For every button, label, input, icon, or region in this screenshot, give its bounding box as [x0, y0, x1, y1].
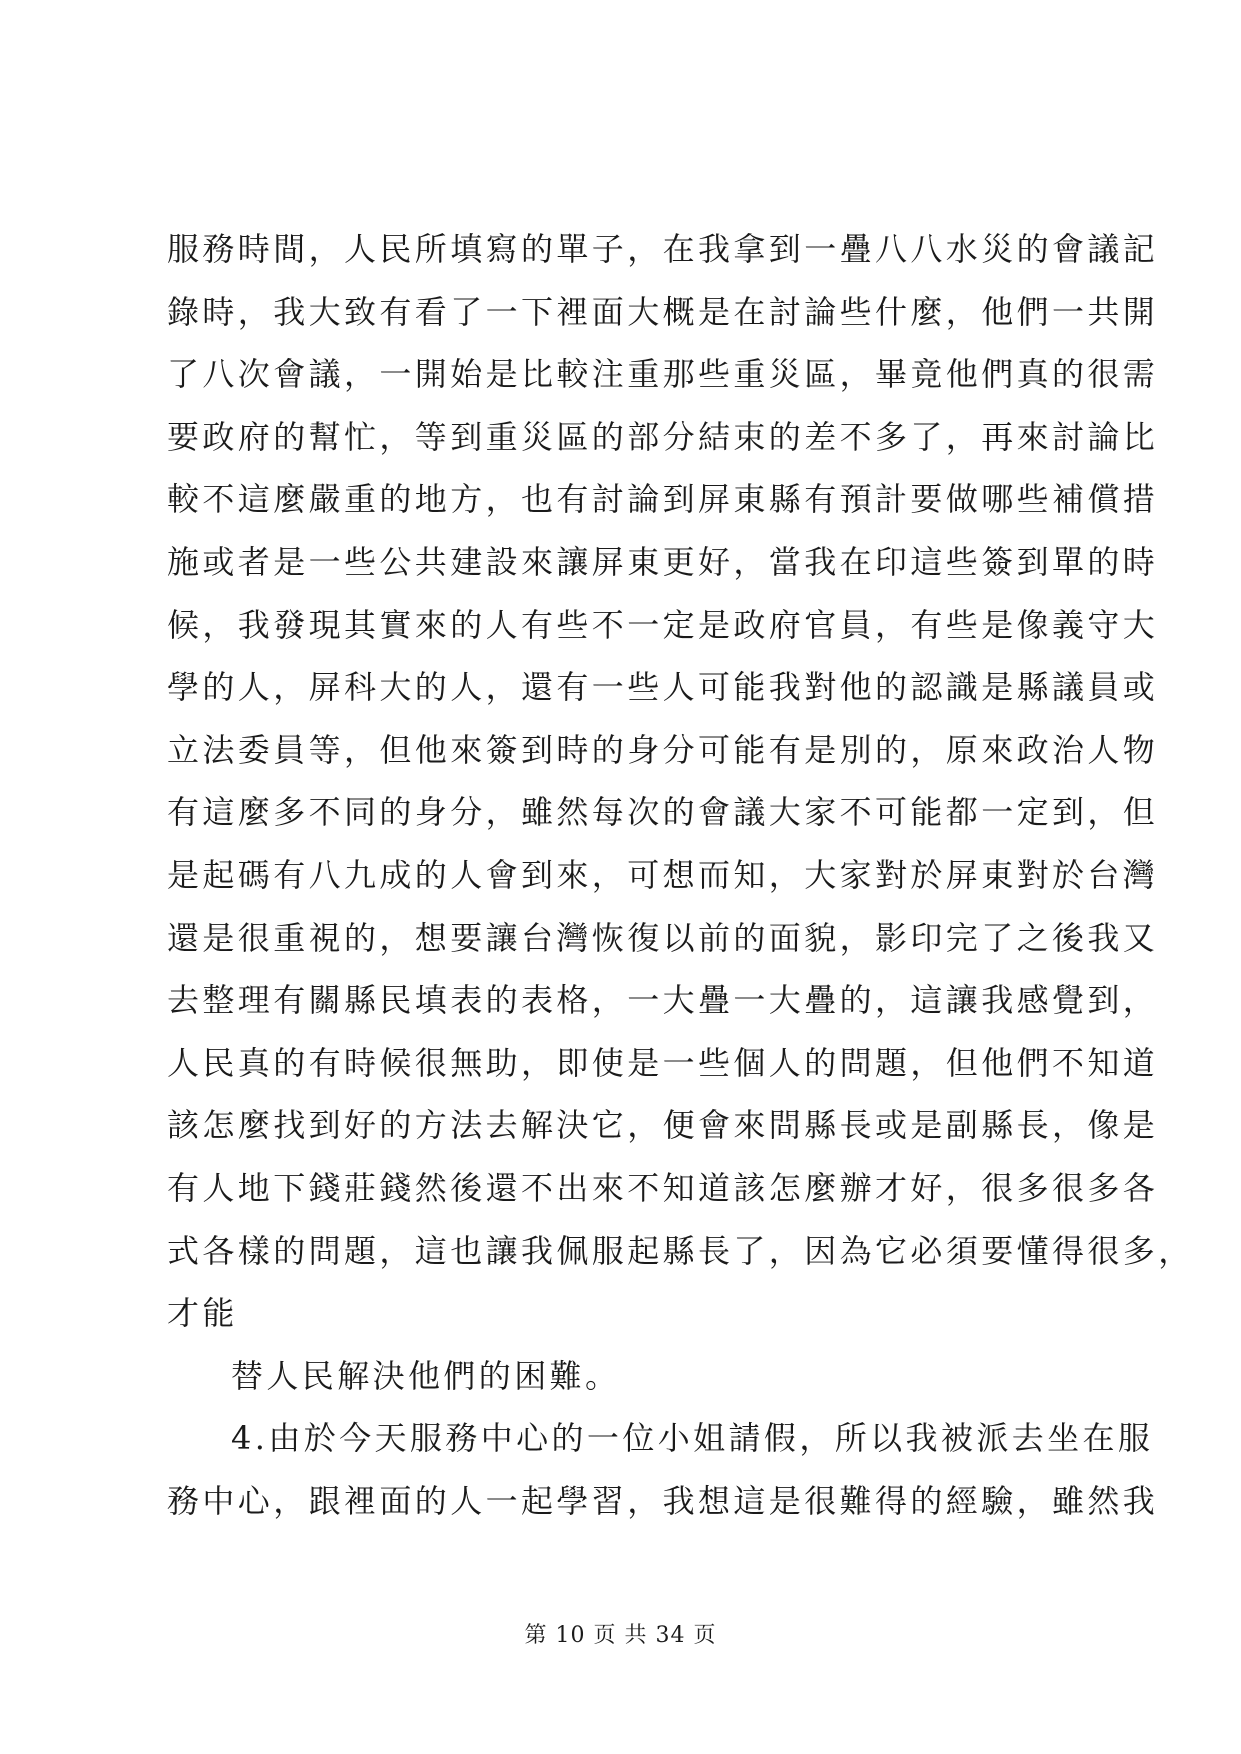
body-line: 了八次會議，一開始是比較注重那些重災區，畢竟他們真的很需 — [167, 355, 1159, 394]
document-body — [167, 225, 1194, 1539]
body-line: 錄時，我大致有看了一下裡面大概是在討論些什麼，他們一共開 — [167, 292, 1159, 331]
body-line: 是起碼有八九成的人會到來，可想而知，大家對於屏東對於台灣 — [167, 855, 1159, 894]
numbered-paragraph-line: 4.由於今天服務中心的一位小姐請假，所以我被派去坐在服 — [231, 1419, 1154, 1458]
body-line: 候，我發現其實來的人有些不一定是政府官員，有些是像義守大 — [167, 605, 1159, 644]
body-line: 服務時間，人民所填寫的單子，在我拿到一疊八八水災的會議記 — [167, 230, 1159, 268]
body-line: 人民真的有時候很無助，即使是一些個人的問題，但他們不知道 — [167, 1043, 1159, 1082]
body-line: 式各樣的問題，這也讓我佩服起縣長了，因為它必須要懂得很多， — [167, 1231, 1194, 1270]
body-line: 立法委員等，但他來簽到時的身分可能有是別的，原來政治人物 — [167, 730, 1159, 769]
body-line: 還是很重視的，想要讓台灣恢復以前的面貌，影印完了之後我又 — [167, 918, 1159, 957]
page-footer: 第 10 页 共 34 页 — [524, 1623, 717, 1648]
body-line: 施或者是一些公共建設來讓屏東更好，當我在印這些簽到單的時 — [167, 542, 1159, 581]
body-line: 該怎麼找到好的方法去解決它，便會來問縣長或是副縣長，像是 — [167, 1106, 1159, 1145]
body-line: 才能 — [167, 1294, 238, 1333]
body-line: 較不這麼嚴重的地方，也有討論到屏東縣有預計要做哪些補償措 — [167, 480, 1159, 519]
body-line: 要政府的幫忙，等到重災區的部分結束的差不多了，再來討論比 — [167, 417, 1159, 456]
body-line: 學的人，屏科大的人，還有一些人可能我對他的認識是縣議員或 — [167, 668, 1159, 707]
body-line: 有這麼多不同的身分，雖然每次的會議大家不可能都一定到，但 — [167, 793, 1159, 832]
body-line: 務中心，跟裡面的人一起學習，我想這是很難得的經驗，雖然我 — [167, 1481, 1159, 1520]
paragraph-line: 替人民解決他們的困難。 — [231, 1356, 621, 1395]
body-line: 有人地下錢莊錢然後還不出來不知道該怎麼辦才好，很多很多各 — [167, 1168, 1159, 1207]
body-line: 去整理有關縣民填表的表格，一大疊一大疊的，這讓我感覺到， — [167, 981, 1159, 1020]
